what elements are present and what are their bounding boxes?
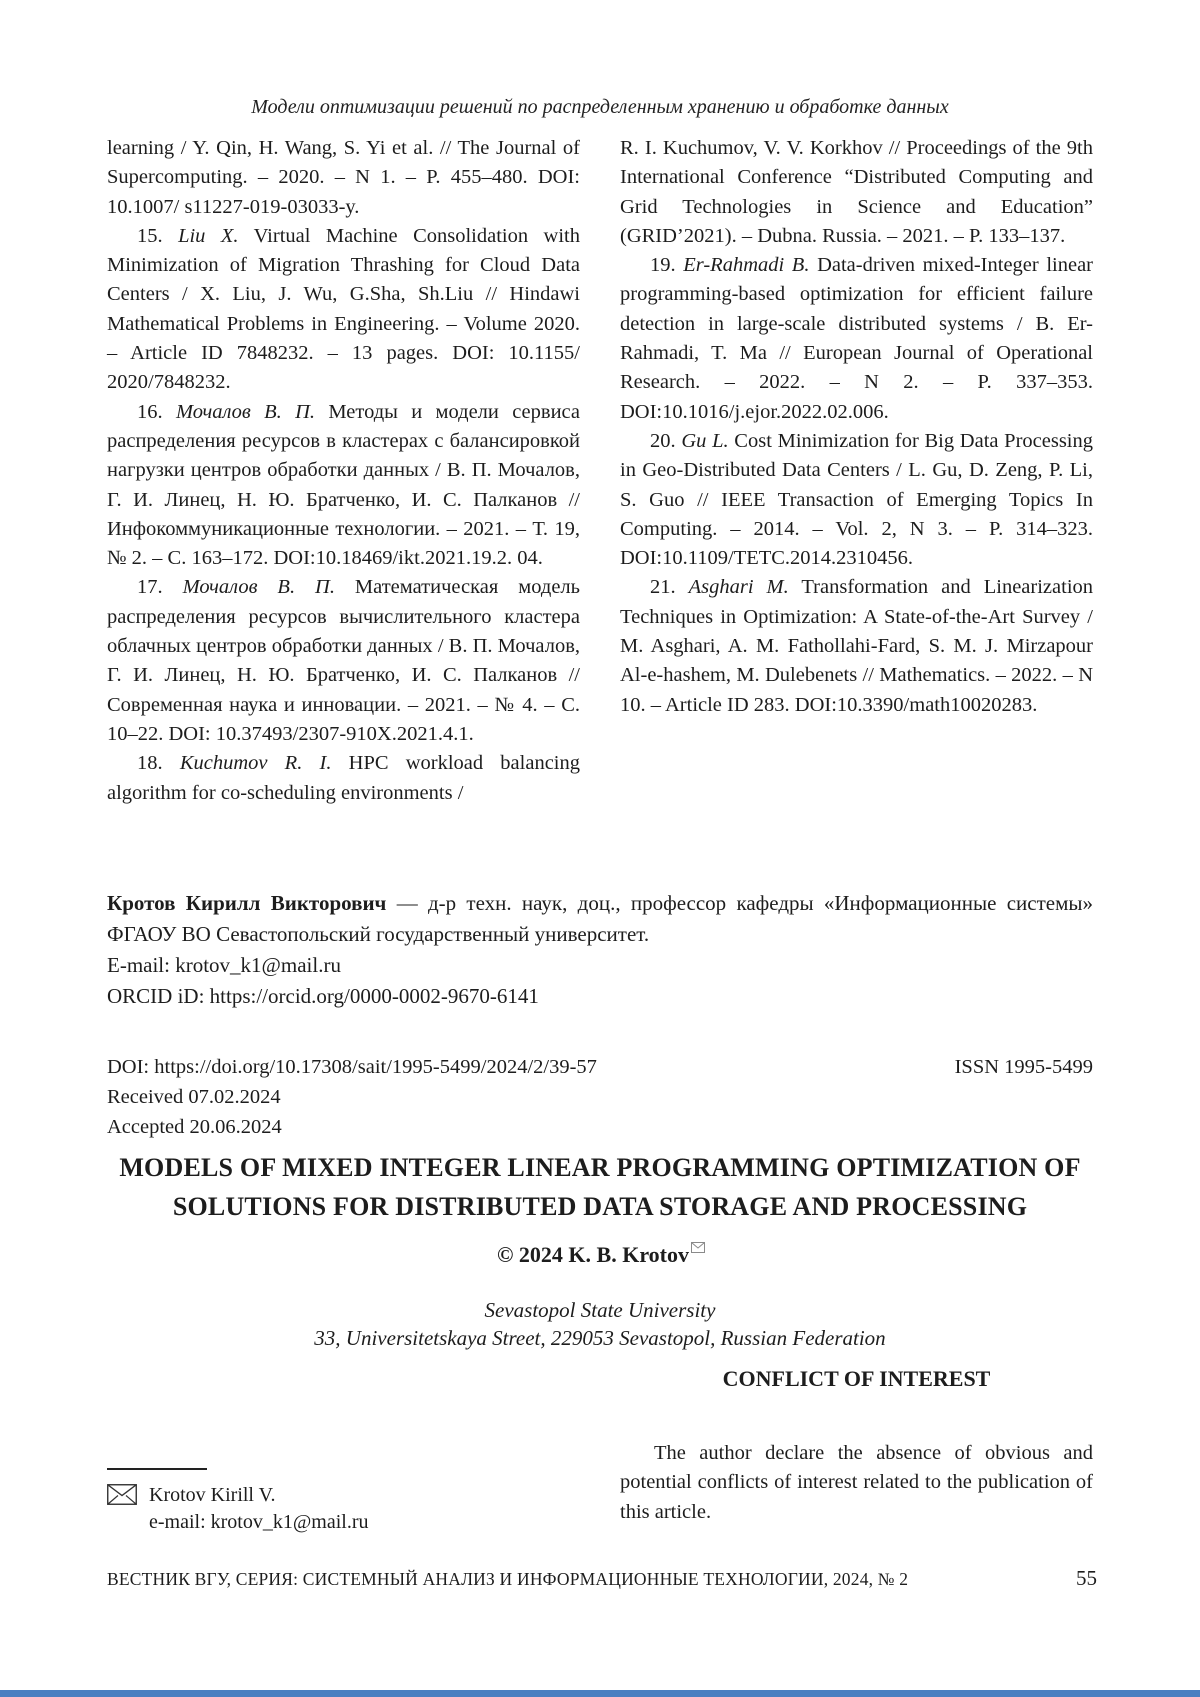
reference-item [107, 222, 580, 398]
byline-text: © 2024 K. B. Krotov [496, 1242, 690, 1267]
footnote-author-email: e-mail: krotov_k1@mail.ru [149, 1511, 369, 1533]
bottom-edge-bar [0, 1690, 1200, 1697]
reference-author: Мочалов В. П. [175, 400, 316, 423]
reference-author: Kuchumov R. I. [179, 752, 332, 775]
author-email-line: E-mail: krotov_k1@mail.ru [107, 953, 341, 977]
reference-number: 19. [650, 254, 684, 277]
reference-text: Transformation and Linearization Techniques in Optimization: A State-of-the-Art Survey / M. Asghari, A. M. Fathollahi-Fard, S. M. J. Mirzapour Al-e-hashem, M. Dulebenets // Mathematics. – 2022. – N 10. – Article ID 283. DOI:10.3390/math10020283. [620, 576, 1094, 716]
reference-item [107, 134, 580, 222]
article-title: MODELS OF MIXED INTEGER LINEAR PROGRAMMING OPTIMIZATION OF SOLUTIONS FOR DISTRIBUTED DATA STORAGE AND PROCESSING [119, 1153, 1081, 1221]
running-head: Модели оптимизации решений по распределенным хранению и обработке данных [251, 96, 949, 118]
accepted-date: Accepted 20.06.2024 [107, 1116, 282, 1138]
reference-number: 17. [137, 576, 183, 599]
reference-text: R. I. Kuchumov, V. V. Korkhov // Proceedings of the 9th International Conference “Distributed Computing and Grid Technologies in Science and Education” (GRID’2021). – Dubna. Russia. – 2021. – P. 133–137. [620, 137, 1093, 247]
author-orcid-line: ORCID iD: https://orcid.org/0000-0002-9670-6141 [107, 984, 539, 1008]
corresponding-author-footnote [107, 1468, 527, 1536]
author-affiliation-text: — д-р техн. наук, доц., профессор кафедры «Информационные системы» ФГАОУ ВО Севастопольский государственный университет. [107, 891, 1093, 946]
author-note [107, 888, 1093, 1012]
reference-number: 21. [650, 576, 689, 599]
references-section [107, 134, 1093, 808]
references-right-column [620, 134, 1093, 808]
reference-item [107, 749, 580, 808]
affiliation-university: Sevastopol State University [484, 1298, 716, 1322]
received-date: Received 07.02.2024 [107, 1086, 281, 1108]
footnote-row [107, 1482, 527, 1536]
conflict-of-interest-text: The author declare the absence of obvious and potential conflicts of interest related to the publication of this article. [620, 1441, 1093, 1523]
footer-page-number: 55 [1076, 1566, 1097, 1590]
reference-text: Cost Minimization for Big Data Processing in Geo-Distributed Data Centers / L. Gu, D. Zeng, P. Li, S. Guo // IEEE Transaction of Emerging Topics In Computing. – 2014. – Vol. 2, N 3. – P. 314–323. DOI:10.1109/TETC.2014.2310456. [620, 429, 1093, 570]
reference-text: Математическая модель распределения ресурсов вычислительного кластера облачных центров обработки данных / В. П. Мочалов, Г. И. Линец, Н. Ю. Братченко, И. С. Палканов // Современная наука и инновации. – 2021. – № 4. – С. 10–22. DOI: 10.37493/2307-910X.2021.4.1. [107, 576, 581, 745]
doi-text: DOI: https://doi.org/10.17308/sait/1995-5499/2024/2/39-57 [107, 1056, 597, 1078]
envelope-icon [691, 1242, 705, 1253]
reference-number: 18. [137, 752, 180, 775]
reference-item [107, 573, 580, 749]
footnote-lines [149, 1482, 368, 1536]
reference-item [620, 134, 1093, 251]
reference-text: HPC workload balancing algorithm for co-scheduling environments / [107, 752, 580, 804]
article-meta [107, 1052, 1093, 1142]
reference-text: Data-driven mixed-Integer linear programming-based optimization for efficient failure detection in large-scale distributed systems / B. Er-Rahmadi, T. Ma // European Journal of Operational Research. – 2022. – N 2. – P. 337–353. DOI:10.1016/j.ejor.2022.02.006. [620, 254, 1093, 423]
article-byline [0, 1242, 1200, 1268]
page-footer [107, 1566, 1097, 1591]
reference-number: 15. [137, 224, 179, 247]
conflict-of-interest-heading: CONFLICT OF INTEREST [722, 1366, 991, 1391]
reference-item [620, 427, 1093, 573]
affiliation-address: 33, Universitetskaya Street, 229053 Sevastopol, Russian Federation [314, 1326, 886, 1350]
reference-item [107, 398, 580, 574]
reference-text: Методы и модели сервиса распределения ресурсов в кластерах с балансировкой нагрузки центров обработки данных / В. П. Мочалов, Г. И. Линец, Н. Ю. Братченко, И. С. Палканов // Инфокоммуникационные технологии. – 2021. – Т. 19, № 2. – С. 163–172. DOI:10.18469/ikt.2021.19.2. 04. [107, 400, 580, 570]
reference-text: learning / Y. Qin, H. Wang, S. Yi et al. // The Journal of Supercomputing. – 2020. – N 1. – P. 455–480. DOI: 10.1007/ s11227-019-03033-y. [107, 137, 580, 218]
reference-author: Er-Rahmadi B. [683, 254, 810, 277]
reference-item [620, 251, 1093, 427]
reference-author: Liu X. [178, 224, 239, 247]
reference-number: 20. [650, 429, 682, 452]
issn-text: ISSN 1995-5499 [954, 1056, 1093, 1078]
reference-author: Gu L. [681, 429, 729, 452]
author-note-main [107, 888, 1093, 950]
footer-journal-line: ВЕСТНИК ВГУ, СЕРИЯ: СИСТЕМНЫЙ АНАЛИЗ И ИНФОРМАЦИОННЫЕ ТЕХНОЛОГИИ, 2024, № 2 [107, 1569, 909, 1589]
reference-author: Asghari M. [688, 576, 789, 599]
reference-author: Мочалов В. П. [182, 576, 335, 599]
affiliation-block [0, 1296, 1200, 1352]
footnote-rule [107, 1468, 207, 1470]
reference-text: Virtual Machine Consolidation with Minimization of Migration Thrashing for Cloud Data Centers / X. Liu, J. Wu, G.Sha, Sh.Liu // Hindawi Mathematical Problems in Engineering. – Volume 2020. – Article ID 7848232. – 13 pages. DOI: 10.1155/ 2020/7848232. [107, 224, 580, 394]
envelope-icon [107, 1482, 137, 1505]
references-left-column [107, 134, 580, 808]
reference-item [620, 573, 1093, 719]
reference-number: 16. [137, 400, 176, 423]
footnote-author-name: Krotov Kirill V. [149, 1484, 276, 1506]
author-name: Кротов Кирилл Викторович [107, 891, 387, 915]
doi-issn-row [107, 1052, 1093, 1082]
